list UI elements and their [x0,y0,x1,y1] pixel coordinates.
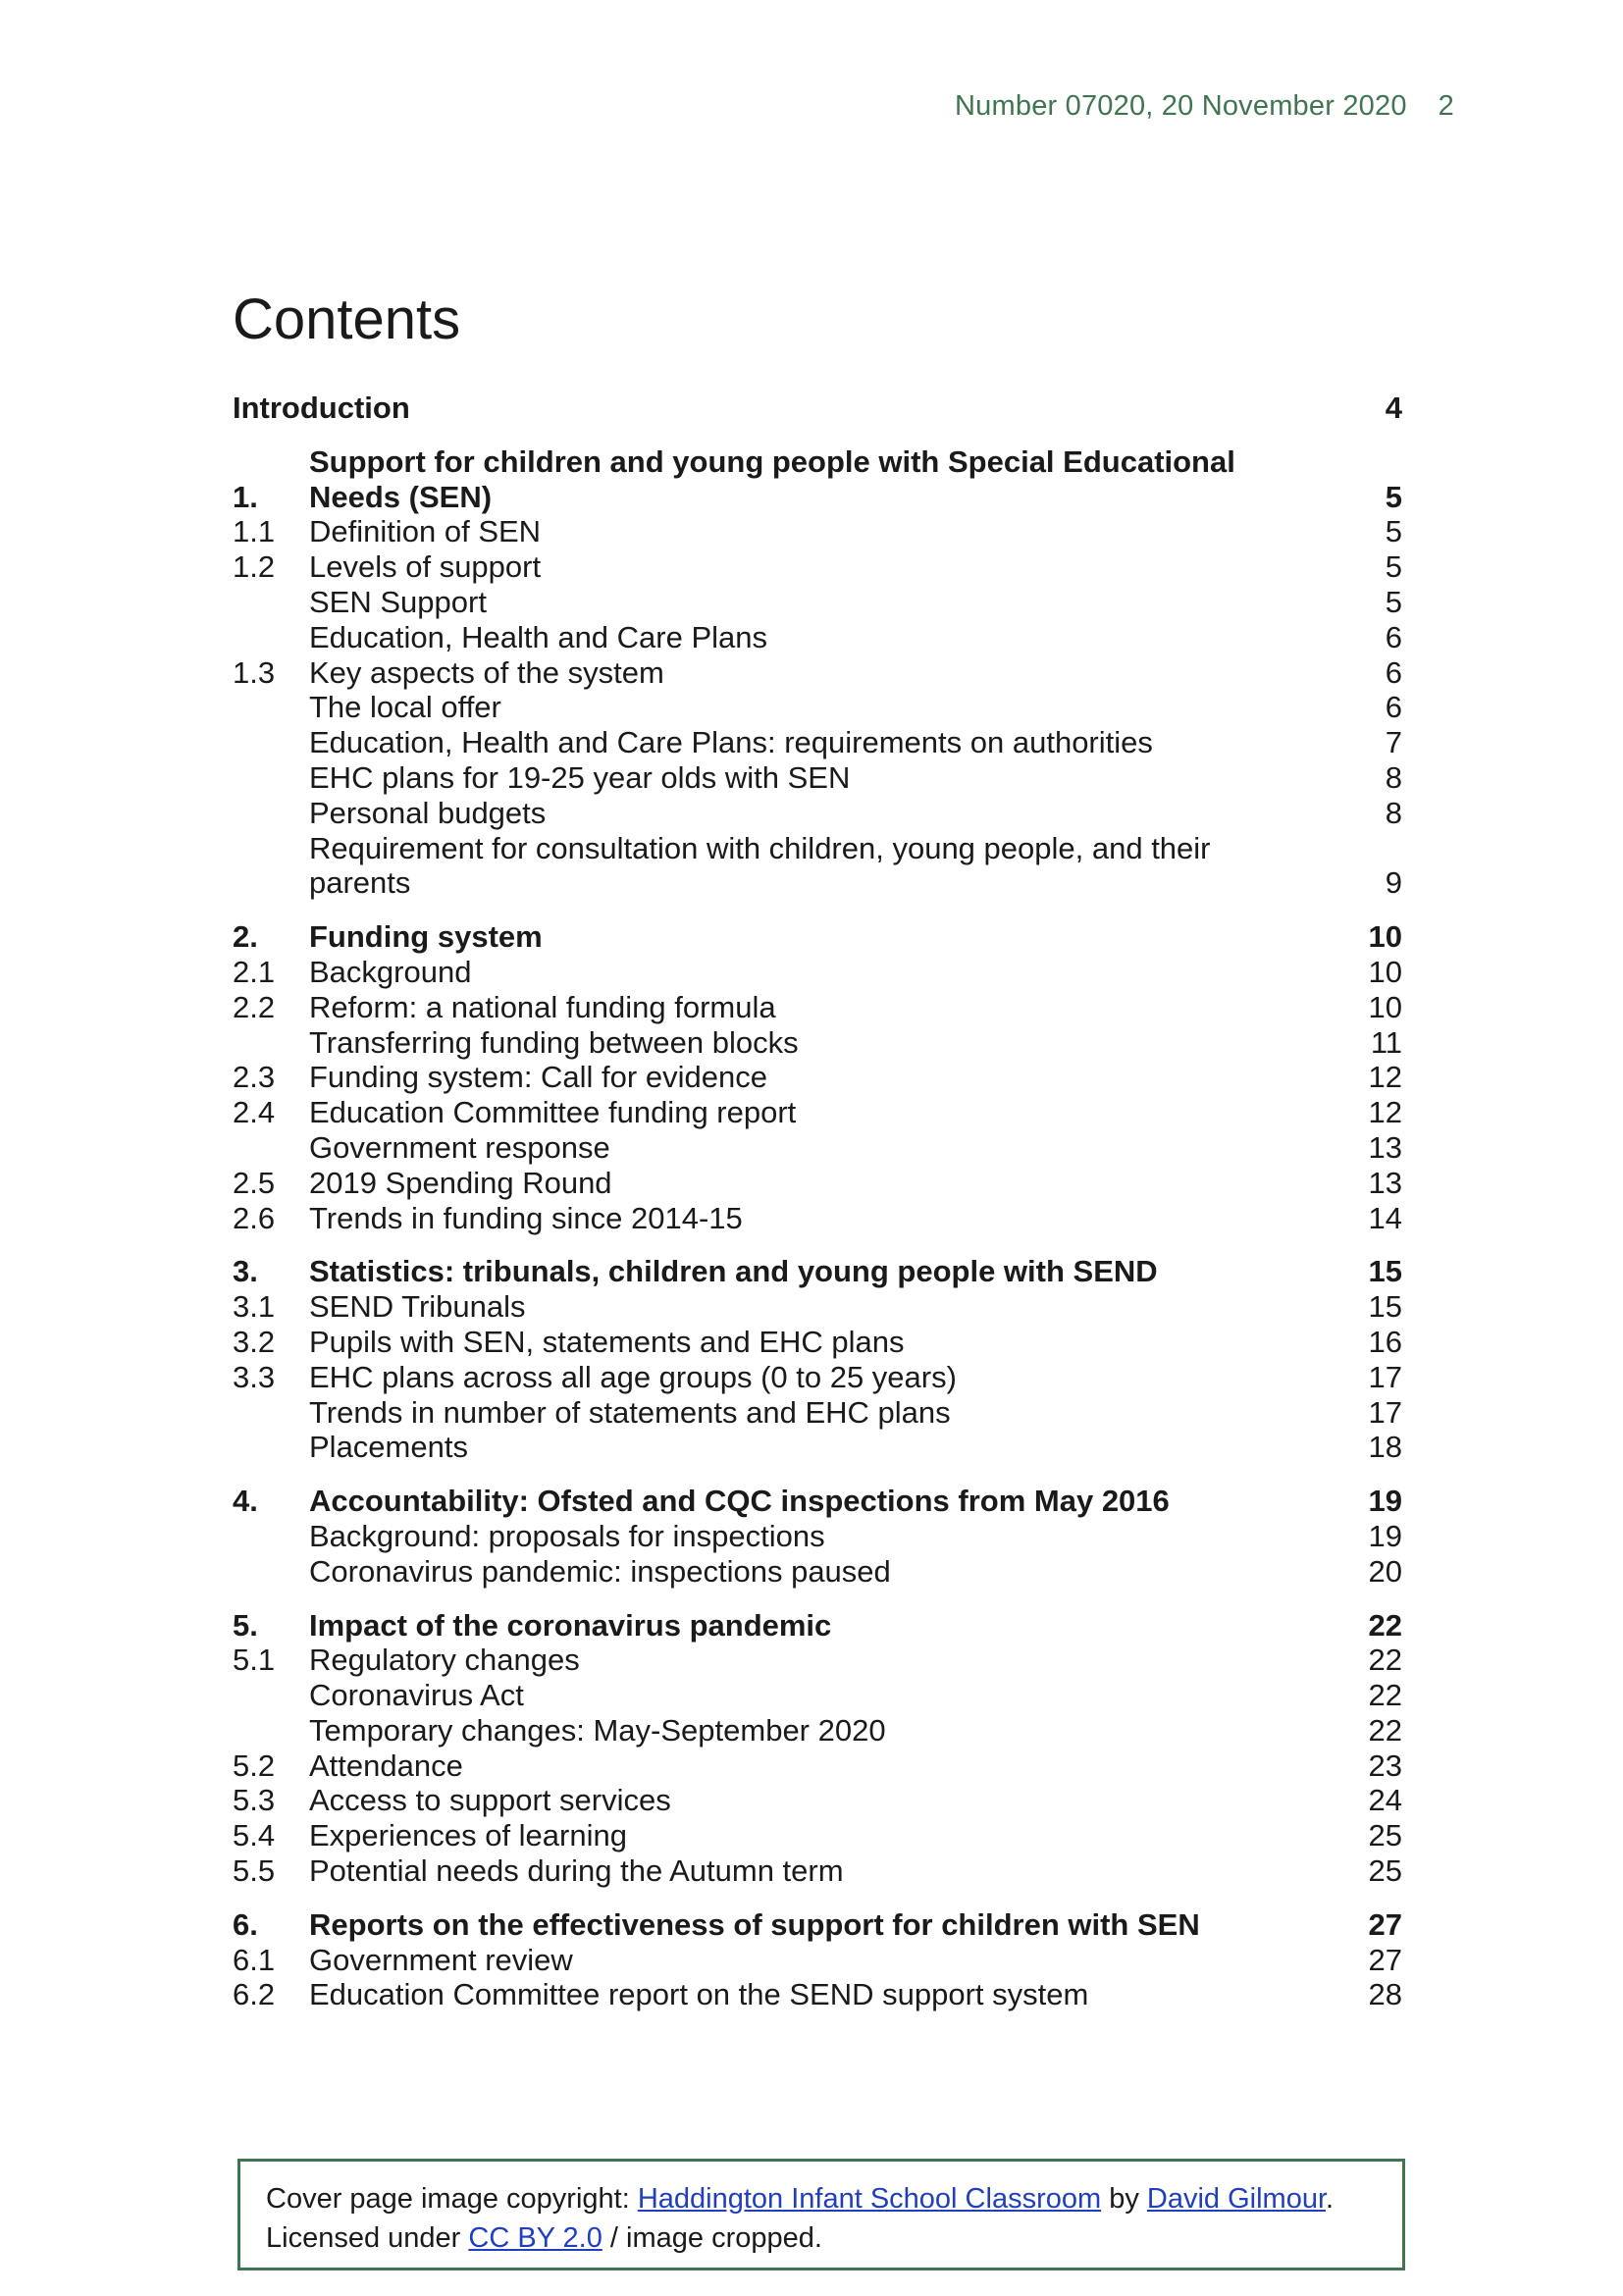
toc-entry-title: Coronavirus Act [309,1678,524,1713]
toc-entry-page: 14 [1368,1200,1402,1235]
toc-entry-page: 6 [1385,619,1402,654]
toc-section-entry[interactable] [233,1360,1402,1395]
toc-entry-title: Statistics: tribunals, children and young people with SEND [309,1254,1158,1289]
toc-entry-title: Reports on the effectiveness of support for children with SEN [309,1906,1200,1942]
toc-entry-title: Funding system: Call for evidence [309,1060,767,1095]
toc-section-entry[interactable] [233,1818,1402,1853]
toc-entry-page: 12 [1368,1060,1402,1095]
toc-entry-title: Funding system [309,919,543,955]
running-header [0,90,1454,123]
toc-entry-title: SEN Support [309,584,487,619]
toc-chapter-entry[interactable] [233,1254,1402,1289]
toc-entry-title: EHC plans for 19-25 year olds with SEN [309,759,851,795]
toc-entry-number: 2.2 [233,989,276,1024]
toc-section-entry[interactable] [233,796,1402,831]
toc-entry-page: 11 [1370,1024,1402,1060]
toc-entry-page: 15 [1368,1289,1402,1325]
toc-section-entry[interactable] [233,1430,1402,1465]
toc-entry-page: 27 [1368,1906,1402,1942]
credit-line-1 [266,2179,1377,2218]
document-reference: Number 07020, 20 November 2020 [955,90,1407,122]
toc-entry-page: 5 [1385,549,1402,585]
credit-suffix: . [1326,2183,1335,2215]
toc-entry-title: Education, Health and Care Plans: requirements on authorities [309,725,1153,760]
credit-prefix: Cover page image copyright: [266,2183,638,2215]
toc-entry-page: 10 [1368,954,1402,989]
toc-chapter-entry[interactable] [233,1907,1402,1943]
credit-line-2 [266,2218,1377,2258]
page-number: 2 [1438,90,1454,122]
toc-section-entry[interactable] [233,831,1402,902]
toc-entry-title: Access to support services [309,1783,671,1818]
toc-chapter-entry[interactable] [233,444,1402,515]
toc-section-entry[interactable] [233,1783,1402,1818]
toc-entry-page: 16 [1368,1324,1402,1359]
toc-section-entry[interactable] [233,1748,1402,1784]
toc-section-entry[interactable] [233,1025,1402,1061]
toc-entry-page: 25 [1368,1853,1402,1889]
toc-entry-page: 6 [1385,690,1402,725]
toc-section-entry[interactable] [233,1678,1402,1713]
toc-entry-page: 20 [1368,1553,1402,1589]
license-suffix: / image cropped. [602,2222,822,2254]
toc-section-entry[interactable] [233,1977,1402,2012]
cover-image-credit-box [237,2159,1405,2270]
toc-entry-page: 24 [1368,1783,1402,1818]
toc-entry-title: Education Committee funding report [309,1095,797,1130]
toc-entry-title: EHC plans across all age groups (0 to 25 years) [309,1359,957,1394]
toc-section-entry[interactable] [233,1853,1402,1889]
toc-entry-number: 1.2 [233,549,276,585]
toc-entry-number: 5.5 [233,1853,276,1889]
toc-entry-number: 2.5 [233,1165,276,1200]
toc-entry-number: 2.4 [233,1095,276,1130]
toc-entry-number: 3.2 [233,1324,276,1359]
toc-entry-number: 6. [233,1906,258,1942]
toc-section-entry[interactable] [233,1395,1402,1431]
toc-section-entry[interactable] [233,1060,1402,1095]
toc-entry-title: Introduction [233,391,410,425]
author-link[interactable]: David Gilmour [1146,2183,1327,2215]
toc-entry-page: 19 [1368,1518,1402,1553]
toc-entry-number: 5.4 [233,1818,276,1853]
toc-introduction-entry[interactable] [233,391,1402,426]
toc-entry-title: Levels of support [309,549,542,585]
toc-entry-title: Attendance [309,1748,463,1783]
toc-entry-number: 2.3 [233,1060,276,1095]
toc-entry-page: 8 [1385,795,1402,830]
license-prefix: Licensed under [266,2222,469,2254]
toc-section-entry[interactable] [233,549,1402,585]
toc-entry-number: 6.1 [233,1942,276,1977]
toc-entry-title: The local offer [309,690,501,725]
page-title: Contents [233,287,461,351]
toc-entry-title: Background: proposals for inspections [309,1518,825,1553]
toc-entry-page: 19 [1368,1484,1402,1519]
toc-entry-title: Pupils with SEN, statements and EHC plans [309,1324,905,1359]
toc-entry-page: 10 [1368,989,1402,1024]
toc-entry-page: 6 [1385,654,1402,690]
toc-entry-number: 1. [233,479,258,514]
toc-entry-number: 5. [233,1607,258,1643]
toc-section-entry[interactable] [233,514,1402,549]
toc-entry-page: 18 [1368,1430,1402,1465]
toc-entry-page: 22 [1368,1643,1402,1678]
toc-entry-page: 17 [1368,1359,1402,1394]
toc-entry-title: SEND Tribunals [309,1289,526,1325]
toc-entry-number: 5.2 [233,1748,276,1783]
toc-chapter-entry[interactable] [233,1608,1402,1644]
toc-entry-page: 22 [1368,1712,1402,1748]
toc-entry-title: Impact of the coronavirus pandemic [309,1607,832,1643]
toc-entry-page: 23 [1368,1748,1402,1783]
toc-section-entry[interactable] [233,1643,1402,1678]
toc-entry-number: 2.1 [233,954,276,989]
toc-section-entry[interactable] [233,955,1402,990]
toc-entry-title: Placements [309,1430,468,1465]
toc-section-entry[interactable] [233,620,1402,655]
toc-entry-title: Government response [309,1129,610,1165]
toc-entry-title: Key aspects of the system [309,654,664,690]
toc-entry-number: 3.3 [233,1359,276,1394]
toc-entry-number: 6.2 [233,1977,276,2012]
toc-entry-title: Potential needs during the Autumn term [309,1853,844,1889]
toc-entry-title: Reform: a national funding formula [309,989,776,1024]
toc-entry-title: Coronavirus pandemic: inspections paused [309,1553,891,1589]
toc-entry-title: Definition of SEN [309,514,542,549]
toc-entry-number: 5.1 [233,1643,276,1678]
toc-chapter-entry[interactable] [233,919,1402,955]
toc-section-entry[interactable] [233,585,1402,620]
toc-entry-title: Trends in funding since 2014-15 [309,1200,743,1235]
toc-entry-title: Regulatory changes [309,1643,580,1678]
toc-entry-number: 5.3 [233,1783,276,1818]
toc-section-entry[interactable] [233,990,1402,1025]
toc-entry-page: 13 [1368,1165,1402,1200]
toc-entry-title: Government review [309,1942,573,1977]
toc-entry-title: Requirement for consultation with children, young people, and their parents [309,830,1211,901]
toc-entry-page: 17 [1368,1394,1402,1430]
toc-section-entry[interactable] [233,1554,1402,1590]
toc-entry-page: 13 [1368,1129,1402,1165]
toc-entry-page: 7 [1385,725,1402,760]
toc-entry-title: Support for children and young people with Special Educational Needs (SEN) [309,444,1235,514]
toc-section-entry[interactable] [233,1289,1402,1325]
toc-section-entry[interactable] [233,690,1402,725]
toc-entry-page: 22 [1368,1678,1402,1713]
toc-entry-number: 1.3 [233,654,276,690]
toc-section-entry[interactable] [233,1130,1402,1166]
toc-section-entry[interactable] [233,1713,1402,1748]
toc-entry-title: Education Committee report on the SEND support system [309,1977,1089,2012]
license-link[interactable]: CC BY 2.0 [468,2222,602,2254]
toc-section-entry[interactable] [233,1166,1402,1201]
toc-section-entry[interactable] [233,1325,1402,1360]
toc-entry-title: Experiences of learning [309,1818,627,1853]
toc-entry-page: 27 [1368,1942,1402,1977]
toc-entry-number: 3. [233,1254,258,1289]
toc-entry-title: Transferring funding between blocks [309,1024,799,1060]
toc-entry-number: 1.1 [233,514,276,549]
toc-entry-page: 5 [1385,584,1402,619]
toc-entry-title: Accountability: Ofsted and CQC inspections from May 2016 [309,1484,1170,1519]
toc-entry-number: 3.1 [233,1289,276,1325]
image-title-link[interactable]: Haddington Infant School Classroom [637,2183,1102,2215]
toc-section-entry[interactable] [233,1943,1402,1978]
toc-entry-number: 2. [233,919,258,955]
toc-entry-page: 9 [1385,865,1402,901]
toc-entry-page: 8 [1385,759,1402,795]
toc-entry-number: 2.6 [233,1200,276,1235]
toc-chapter-entry[interactable] [233,1484,1402,1519]
toc-entry-title: 2019 Spending Round [309,1165,612,1200]
toc-entry-page: 15 [1368,1254,1402,1289]
toc-entry-page: 28 [1368,1977,1402,2012]
toc-section-entry[interactable] [233,725,1402,760]
toc-entry-page: 5 [1385,479,1402,514]
toc-entry-page: 25 [1368,1818,1402,1853]
toc-section-entry[interactable] [233,760,1402,796]
toc-entry-page: 5 [1385,514,1402,549]
toc-entry-title: Education, Health and Care Plans [309,619,768,654]
toc-section-entry[interactable] [233,1519,1402,1554]
toc-entry-page: 12 [1368,1095,1402,1130]
table-of-contents [233,391,1402,2012]
toc-section-entry[interactable] [233,655,1402,691]
toc-entry-page: 22 [1368,1607,1402,1643]
toc-entry-title: Background [309,954,472,989]
toc-section-entry[interactable] [233,1201,1402,1236]
toc-entry-page: 4 [1385,391,1402,425]
toc-entry-number: 4. [233,1484,258,1519]
toc-entry-title: Temporary changes: May-September 2020 [309,1712,886,1748]
toc-entry-title: Personal budgets [309,795,547,830]
toc-section-entry[interactable] [233,1095,1402,1130]
credit-by: by [1101,2183,1147,2215]
toc-entry-page: 10 [1368,919,1402,955]
toc-entry-title: Trends in number of statements and EHC plans [309,1394,951,1430]
